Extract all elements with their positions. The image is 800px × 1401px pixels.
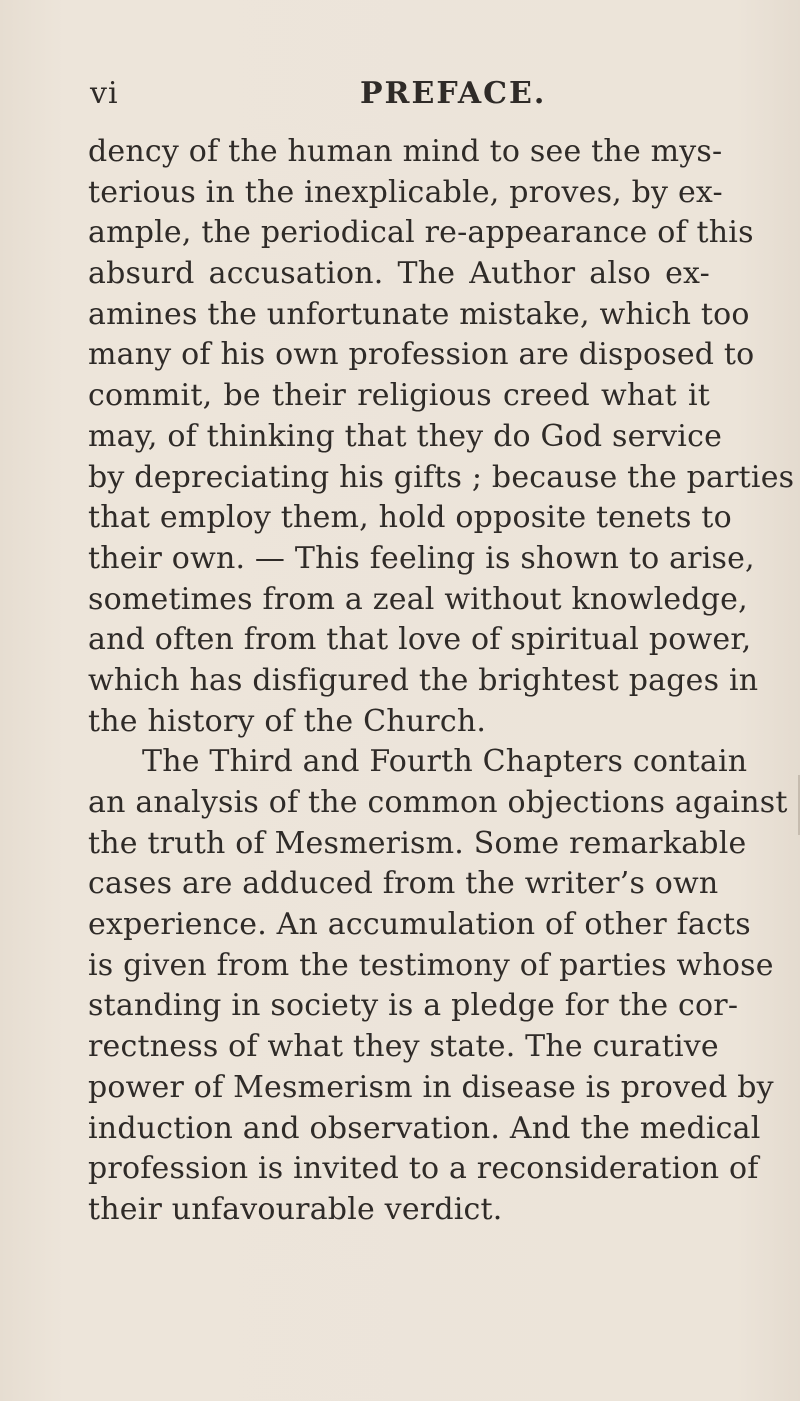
text-line: commit, be their religious creed what it xyxy=(88,378,710,414)
text-line: an analysis of the common objections against xyxy=(88,785,788,820)
text-line: and often from that love of spiritual power, xyxy=(88,622,752,658)
body-text xyxy=(88,132,795,1231)
text-line: dency of the human mind to see the mys- xyxy=(88,134,723,169)
text-line: rectness of what they state. The curative xyxy=(88,1029,719,1065)
text-line: sometimes from a zeal without knowledge, xyxy=(88,581,748,617)
page-header xyxy=(90,72,710,112)
text-line: induction and observation. And the medical xyxy=(88,1110,761,1146)
text-line: by depreciating his gifts ; because the parties xyxy=(88,459,795,495)
text-line: profession is invited to a reconsideration of xyxy=(88,1151,759,1187)
paragraph-1 xyxy=(88,132,795,742)
text-line: amines the unfortunate mistake, which too xyxy=(88,296,750,332)
text-line: The Third and Fourth Chapters contain xyxy=(142,744,748,780)
text-line: is given from the testimony of parties whose xyxy=(88,947,774,983)
text-line: the history of the Church. xyxy=(88,703,487,739)
text-line: which has disfigured the brightest pages in xyxy=(88,662,759,698)
text-line: may, of thinking that they do God service xyxy=(88,418,723,454)
text-line: their own. — This feeling is shown to arise, xyxy=(88,540,755,576)
text-line: terious in the inexplicable, proves, by ex- xyxy=(88,174,723,210)
text-line: absurd accusation. The Author also ex- xyxy=(88,256,710,292)
paragraph-2 xyxy=(88,742,788,1230)
text-line: experience. An accumulation of other facts xyxy=(88,907,751,943)
text-line: their unfavourable verdict. xyxy=(88,1191,503,1227)
text-line: ample, the periodical re-appearance of this xyxy=(88,215,754,251)
page-number: vi xyxy=(90,76,119,111)
text-line: power of Mesmerism in disease is proved by xyxy=(88,1069,774,1105)
text-line: many of his own profession are disposed to xyxy=(88,337,755,373)
text-line: the truth of Mesmerism. Some remarkable xyxy=(88,825,747,861)
text-line: standing in society is a pledge for the cor- xyxy=(88,988,739,1024)
text-line: cases are adduced from the writer’s own xyxy=(88,866,719,902)
running-head: PREFACE. xyxy=(360,76,547,111)
text-line: that employ them, hold opposite tenets to xyxy=(88,500,732,536)
